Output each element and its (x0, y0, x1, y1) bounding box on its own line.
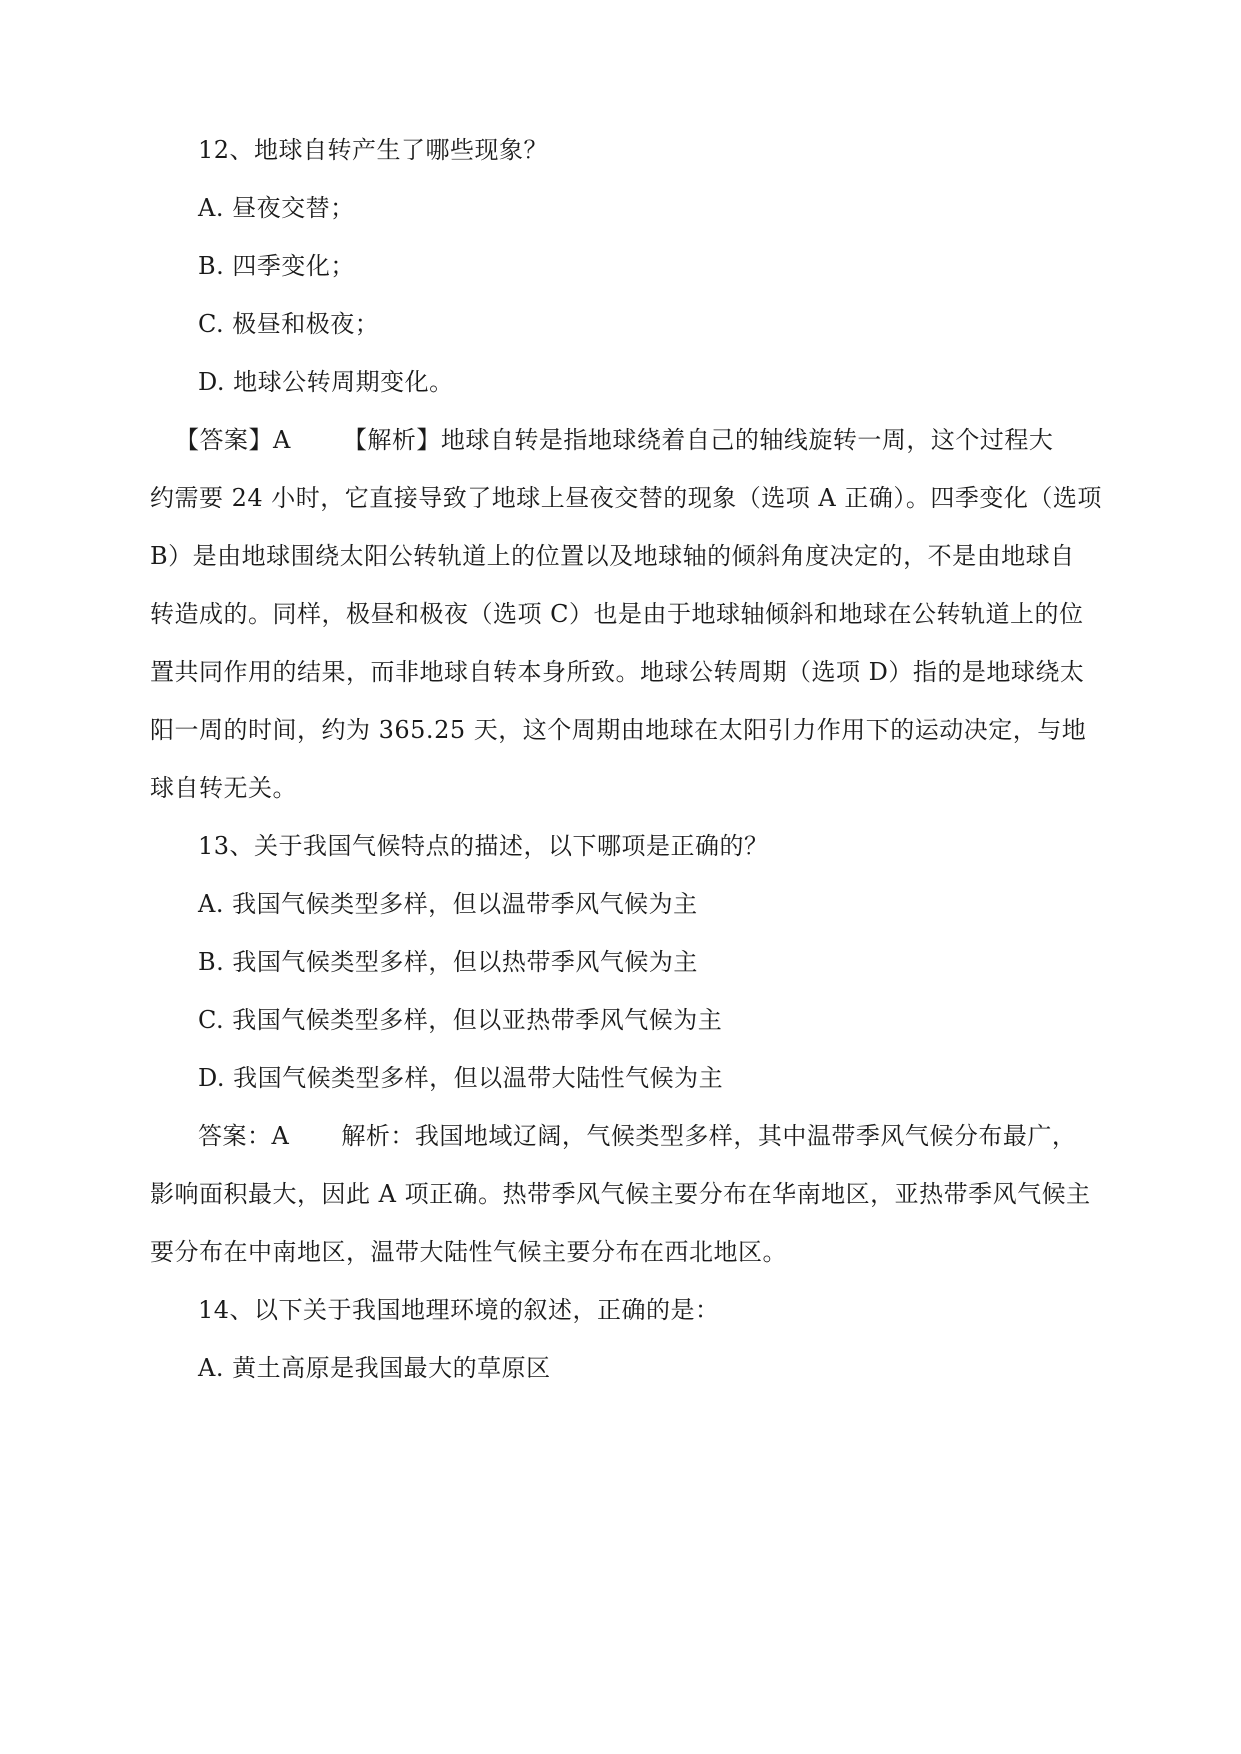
question-12-option-c: C. 极昼和极夜； (198, 310, 380, 338)
question-13-analysis-line-1: 我国地域辽阔，气候类型多样，其中温带季风气候分布最广， (414, 1122, 1077, 1150)
question-13-analysis-label: 解析： (341, 1122, 415, 1150)
question-14-option-a: A. 黄土高原是我国最大的草原区 (198, 1354, 551, 1382)
question-13-option-d: D. 我国气候类型多样，但以温带大陆性气候为主 (198, 1064, 724, 1092)
question-12-analysis-line-4: 转造成的。同样，极昼和极夜（选项 C）也是由于地球轴倾斜和地球在公转轨道上的位 (150, 600, 1084, 628)
question-13-answer: 答案：A (198, 1122, 290, 1150)
question-12-analysis-line-2: 约需要 24 小时，它直接导致了地球上昼夜交替的现象（选项 A 正确）。四季变化（选项 (150, 484, 1102, 512)
question-12-analysis-line-1: 地球自转是指地球绕着自己的轴线旋转一周，这个过程大 (440, 426, 1054, 454)
question-12-option-a: A. 昼夜交替； (198, 194, 355, 222)
question-12-analysis-line-7: 球自转无关。 (150, 774, 297, 802)
question-12-analysis-line-3: B）是由地球围绕太阳公转轨道上的位置以及地球轴的倾斜角度决定的，不是由地球自 (150, 542, 1075, 570)
question-13-answer-row (198, 1120, 1076, 1152)
question-12-option-d: D. 地球公转周期变化。 (198, 368, 454, 396)
question-12-answer: 【答案】A (175, 426, 291, 454)
question-12-option-b: B. 四季变化； (198, 252, 355, 280)
question-14: 14、以下关于我国地理环境的叙述，正确的是： (198, 1296, 720, 1324)
question-13-option-c: C. 我国气候类型多样，但以亚热带季风气候为主 (198, 1006, 723, 1034)
question-13-option-b: B. 我国气候类型多样，但以热带季风气候为主 (198, 948, 698, 976)
question-12-analysis-label: 【解析】 (342, 426, 441, 454)
question-13-analysis-line-2: 影响面积最大，因此 A 项正确。热带季风气候主要分布在华南地区，亚热带季风气候主 (150, 1180, 1091, 1208)
question-12-answer-row (175, 424, 1053, 456)
question-12: 12、地球自转产生了哪些现象？ (198, 136, 549, 164)
question-13-analysis-line-3: 要分布在中南地区，温带大陆性气候主要分布在西北地区。 (150, 1238, 787, 1266)
question-12-analysis-line-6: 阳一周的时间，约为 365.25 天，这个周期由地球在太阳引力作用下的运动决定，与地 (150, 716, 1087, 744)
question-13: 13、关于我国气候特点的描述，以下哪项是正确的？ (198, 832, 769, 860)
question-12-analysis-line-5: 置共同作用的结果，而非地球自转本身所致。地球公转周期（选项 D）指的是地球绕太 (150, 658, 1085, 686)
question-13-option-a: A. 我国气候类型多样，但以温带季风气候为主 (198, 890, 698, 918)
